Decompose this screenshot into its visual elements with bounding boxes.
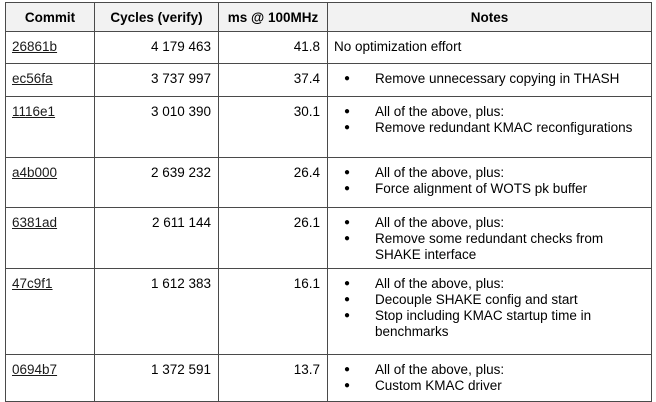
notes-list-item: ● All of the above, plus: (334, 165, 645, 181)
notes-list-item: ● All of the above, plus: (334, 104, 645, 120)
notes-list (334, 276, 645, 340)
commit-cell (6, 355, 95, 402)
ms-cell: 41.8 (219, 32, 328, 64)
notes-list (334, 71, 645, 87)
ms-cell: 26.1 (219, 208, 328, 269)
commit-cell (6, 64, 95, 97)
table-row (6, 97, 652, 158)
ms-cell: 37.4 (219, 64, 328, 97)
commit-link[interactable]: ec56fa (12, 71, 53, 86)
commit-link[interactable]: a4b000 (12, 165, 58, 180)
cycles-cell: 3 737 997 (95, 64, 219, 97)
notes-cell (328, 64, 652, 97)
commit-cell (6, 158, 95, 208)
cycles-cell: 1 612 383 (95, 269, 219, 355)
notes-list-item: ● Stop including KMAC startup time in benchmarks (334, 308, 645, 340)
cycles-cell: 4 179 463 (95, 32, 219, 64)
commit-link[interactable]: 6381ad (12, 215, 58, 230)
header-cycles: Cycles (verify) (95, 3, 219, 32)
cycles-cell: 2 611 144 (95, 208, 219, 269)
table-row (6, 32, 652, 64)
notes-cell (328, 97, 652, 158)
table-row (6, 208, 652, 269)
notes-list-item: ● All of the above, plus: (334, 215, 645, 231)
cycles-cell: 3 010 390 (95, 97, 219, 158)
notes-cell (328, 208, 652, 269)
notes-cell (328, 32, 652, 64)
notes-list (334, 362, 645, 394)
header-ms: ms @ 100MHz (219, 3, 328, 32)
ms-cell: 13.7 (219, 355, 328, 402)
notes-list-item: ● Decouple SHAKE config and start (334, 292, 645, 308)
ms-cell: 16.1 (219, 269, 328, 355)
notes-list-item: ● Remove some redundant checks from SHAKE interface (334, 231, 645, 263)
commit-link[interactable]: 1116e1 (12, 104, 56, 119)
ms-cell: 26.4 (219, 158, 328, 208)
commit-link[interactable]: 0694b7 (12, 362, 58, 377)
cycles-cell: 1 372 591 (95, 355, 219, 402)
cycles-cell: 2 639 232 (95, 158, 219, 208)
benchmark-table (5, 2, 652, 402)
notes-list-item: ● All of the above, plus: (334, 362, 645, 378)
commit-link[interactable]: 26861b (12, 39, 58, 54)
notes-text: No optimization effort (334, 39, 462, 54)
notes-list (334, 104, 645, 136)
notes-cell (328, 158, 652, 208)
notes-list (334, 215, 645, 263)
table-row (6, 269, 652, 355)
notes-cell (328, 269, 652, 355)
notes-list-item: ● Custom KMAC driver (334, 378, 645, 394)
notes-list-item: ● Remove redundant KMAC reconfigurations (334, 120, 645, 136)
ms-cell: 30.1 (219, 97, 328, 158)
commit-cell (6, 208, 95, 269)
table-row (6, 64, 652, 97)
notes-list-item: ● Remove unnecessary copying in THASH (334, 71, 645, 87)
commit-link[interactable]: 47c9f1 (12, 276, 53, 291)
table-row (6, 158, 652, 208)
header-commit: Commit (6, 3, 95, 32)
commit-cell (6, 97, 95, 158)
notes-list-item: ● Force alignment of WOTS pk buffer (334, 181, 645, 197)
commit-cell (6, 269, 95, 355)
header-notes: Notes (328, 3, 652, 32)
notes-cell (328, 355, 652, 402)
notes-list (334, 165, 645, 197)
notes-list-item: ● All of the above, plus: (334, 276, 645, 292)
commit-cell (6, 32, 95, 64)
table-row (6, 355, 652, 402)
header-row (6, 3, 652, 32)
